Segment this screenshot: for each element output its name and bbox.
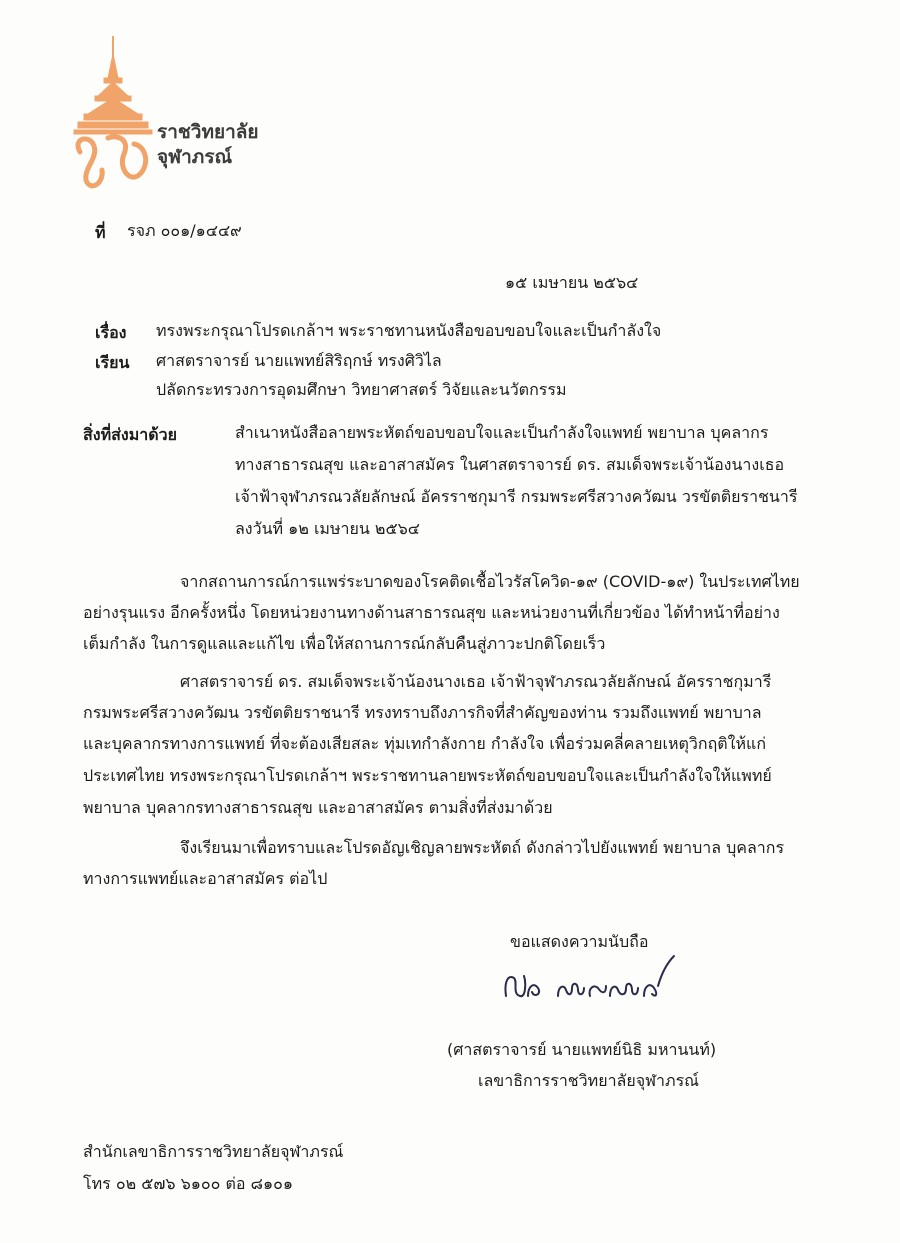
ref-label: ที่ <box>95 223 106 242</box>
enclosure-line: เจ้าฟ้าจุฬาภรณวลัยลักษณ์ อัครราชกุมารี กรมพระศรีสวางควัฒน วรขัตติยราชนารี <box>235 487 798 506</box>
body-para1-line: เต็มกำลัง ในการดูแลและแก้ไข เพื่อให้สถานการณ์กลับคืนสู่ภาวะปกติโดยเร็ว <box>83 634 606 653</box>
letter-date: ๑๕ เมษายน ๒๕๖๔ <box>505 273 639 292</box>
signatory-name: (ศาสตราจารย์ นายแพทย์นิธิ มหานนท์) <box>447 1040 717 1059</box>
enclosure-line: สำเนาหนังสือลายพระหัตถ์ขอบขอบใจและเป็นกำลังใจแพทย์ พยาบาล บุคลากร <box>235 423 769 442</box>
body-para2-line: พยาบาล บุคลากรทางสาธารณสุข และอาสาสมัคร ตามสิ่งที่ส่งมาด้วย <box>83 798 553 817</box>
enclosure-line: ทางสาธารณสุข และอาสาสมัคร ในศาสตราจารย์ ดร. สมเด็จพระเจ้าน้องนางเธอ <box>235 455 785 474</box>
footer-phone: โทร ๐๒ ๕๗๖ ๖๑๐๐ ต่อ ๘๑๐๑ <box>83 1174 294 1193</box>
to-label: เรียน <box>95 353 130 372</box>
body-para1-line: อย่างรุนแรง อีกครั้งหนึ่ง โดยหน่วยงานทางด้านสาธารณสุข และหน่วยงานที่เกี่ยวข้อง ได้ทำหน้าที่อย่าง <box>83 603 780 622</box>
recipient-position: ปลัดกระทรวงการอุดมศึกษา วิทยาศาสตร์ วิจัยและนวัตกรรม <box>156 380 567 399</box>
body-para2-line: ศาสตราจารย์ ดร. สมเด็จพระเจ้าน้องนางเธอ เจ้าฟ้าจุฬาภรณวลัยลักษณ์ อัครราชกุมารี <box>180 672 772 691</box>
body-para1-line: จากสถานการณ์การแพร่ระบาดของโรคติดเชื้อไวรัสโควิด-๑๙ (COVID-๑๙) ในประเทศไทย <box>180 572 800 591</box>
recipient-name: ศาสตราจารย์ นายแพทย์สิริฤกษ์ ทรงศิวิไล <box>156 351 442 370</box>
handwritten-signature <box>498 952 688 1012</box>
enclosure-label: สิ่งที่ส่งมาด้วย <box>83 425 177 444</box>
body-para2-line: และบุคลากรทางการแพทย์ ที่จะต้องเสียสละ ทุ่มเทกำลังกาย กำลังใจ เพื่อร่วมคลี่คลายเหตุวิกฤติให้แก่ <box>83 734 767 753</box>
ref-number: รจภ ๐๐๑/๑๔๔๙ <box>127 221 242 240</box>
footer-office: สำนักเลขาธิการราชวิทยาลัยจุฬาภรณ์ <box>83 1142 344 1161</box>
body-para3-line: ทางการแพทย์และอาสาสมัคร ต่อไป <box>83 869 328 888</box>
org-name-line2: จุฬาภรณ์ <box>157 146 233 168</box>
subject-text: ทรงพระกรุณาโปรดเกล้าฯ พระราชทานหนังสือขอบขอบใจและเป็นกำลังใจ <box>156 321 662 340</box>
body-para2-line: กรมพระศรีสวางควัฒน วรขัตติยราชนารี ทรงทราบถึงภารกิจที่สำคัญของท่าน รวมถึงแพทย์ พยาบาล <box>83 703 762 722</box>
closing-salutation: ขอแสดงความนับถือ <box>510 932 649 951</box>
subject-label: เรื่อง <box>95 323 127 342</box>
signatory-position: เลขาธิการราชวิทยาลัยจุฬาภรณ์ <box>478 1071 700 1090</box>
body-para2-line: ประเทศไทย ทรงพระกรุณาโปรดเกล้าฯ พระราชทานลายพระหัตถ์ขอบขอบใจและเป็นกำลังใจให้แพทย์ <box>83 766 772 785</box>
enclosure-line: ลงวันที่ ๑๒ เมษายน ๒๕๖๔ <box>235 519 420 538</box>
college-emblem-logo <box>68 34 158 194</box>
body-para3-line: จึงเรียนมาเพื่อทราบและโปรดอัญเชิญลายพระหัตถ์ ดังกล่าวไปยังแพทย์ พยาบาล บุคลากร <box>180 838 785 857</box>
org-name-line1: ราชวิทยาลัย <box>157 121 259 143</box>
